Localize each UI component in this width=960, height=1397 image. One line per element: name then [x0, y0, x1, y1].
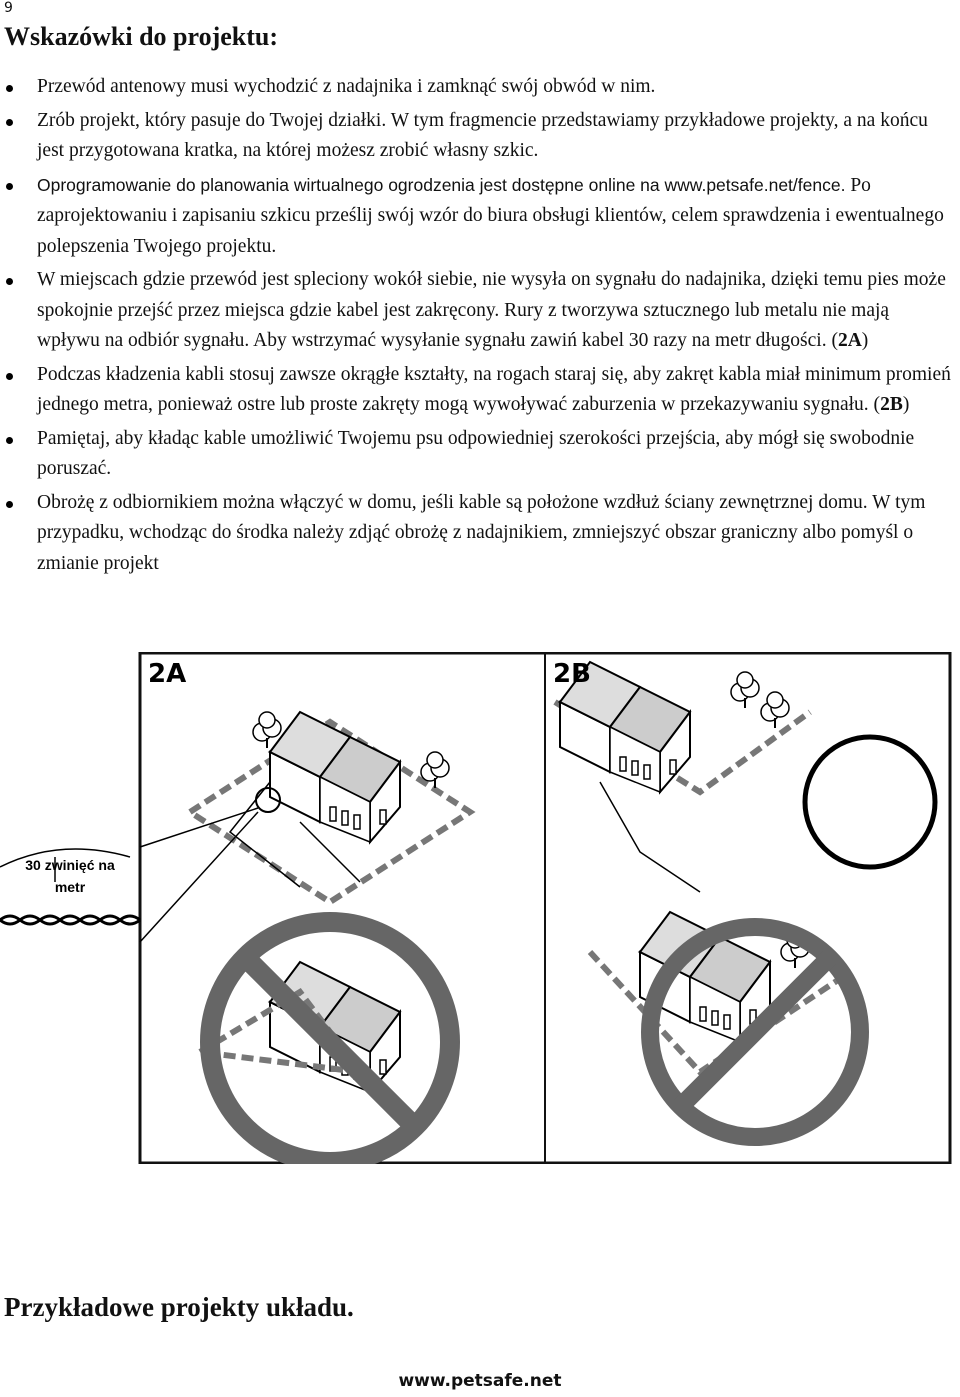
label-2b: 2B: [553, 659, 591, 689]
tip-item: [0, 170, 952, 263]
tip-text: Po zaprojektowaniu i zapisaniu szkicu prześlij swój wzór do biura obsługi klientów, celem sprawdzenia i ewentualnego polepszenia Twojego projektu.: [37, 174, 944, 257]
figure-ref: 2B: [880, 394, 903, 415]
tip-item: [0, 106, 952, 167]
illustration-2a-2b: [0, 652, 952, 1164]
tip-text-end: ): [902, 394, 910, 415]
tip-text: Obrożę z odbiornikiem można włączyć w domu, jeśli kable są położone wzdłuż ściany zewnętrznej domu. W tym przypadku, wchodząc do środka należy zdjąć obrożę z nadajnikiem, zmniejszyć obszar graniczny albo pomyśl o zmianie projekt: [37, 491, 926, 574]
tip-item: [0, 72, 952, 103]
tip-text-end: ): [861, 330, 869, 351]
tip-item: [0, 265, 952, 357]
callout-line-1: 30 zwinięć na: [25, 857, 115, 873]
layout-examples-heading: Przykładowe projekty układu.: [4, 1292, 354, 1322]
tip-text: Przewód antenowy musi wychodzić z nadajnika i zamknąć swój obwód w nim.: [37, 76, 656, 97]
tip-text: Podczas kładzenia kabli stosuj zawsze okrągłe kształty, na rogach staraj się, aby zakręt kabla miał minimum promień jednego metra, ponieważ ostre lub proste zakręty mogą wywoływać zaburzenia w przekazywaniu sygnału. (: [37, 363, 951, 415]
tip-text: W miejscach gdzie przewód jest spleciony wokół siebie, nie wysyła on sygnału do nadajnika, dzięki temu pies może spokojnie przejść przez miejsca gdzie kabel jest zakręcony. Rury z tworzywa sztucznego lub metalu nie mają wpływu na odbiór sygnału. Aby wstrzymać wysyłanie sygnału zawiń kabel 30 razy na metr długości. (: [37, 269, 946, 351]
footer-url: www.petsafe.net: [398, 1371, 562, 1391]
tips-list: [0, 72, 952, 582]
section-heading: Wskazówki do projektu:: [4, 22, 279, 51]
tip-item: [0, 424, 952, 485]
tip-text-online: Oprogramowanie do planowania wirtualnego ogrodzenia jest dostępne online na www.petsafe.net/fence.: [37, 174, 846, 195]
tip-text: Zrób projekt, który pasuje do Twojej działki. W tym fragmencie przedstawiamy przykładowe projekty, a na końcu jest przygotowana kratka, na której możesz zrobić własny szkic.: [37, 109, 928, 161]
callout-line-2: metr: [54, 879, 86, 895]
figure-ref: 2A: [837, 330, 862, 351]
tip-item: [0, 360, 952, 421]
page-number: 9: [4, 0, 13, 16]
tip-item: [0, 488, 952, 580]
tip-text: Pamiętaj, aby kładąc kable umożliwić Twojemu psu odpowiedniej szerokości przejścia, aby mógł się swobodnie poruszać.: [37, 427, 915, 479]
label-2a: 2A: [148, 659, 187, 689]
